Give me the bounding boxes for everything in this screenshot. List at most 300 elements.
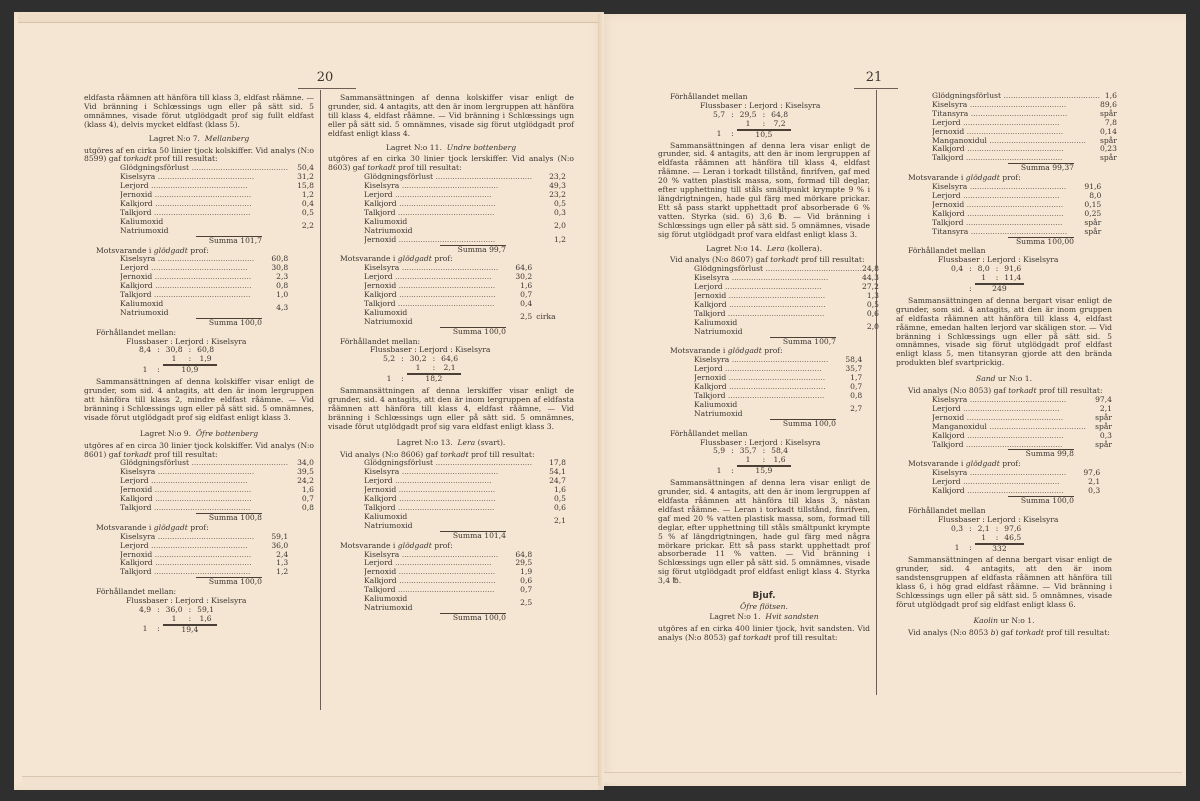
analysis-row: [694, 283, 879, 292]
component-label: Kalkjord ........................................: [120, 559, 252, 568]
component-label: Kaliumoxid Natriumoxid: [364, 217, 413, 235]
analysis-row: [120, 542, 288, 551]
analysis-row: [694, 301, 879, 310]
analysis-table: [84, 459, 314, 512]
component-value: 2,3: [276, 272, 289, 282]
ratio-colon: :: [995, 523, 999, 533]
component-label: Jernoxid ........................................: [364, 235, 496, 244]
analysis-row: [364, 559, 532, 568]
component-value: 1,3: [866, 291, 879, 301]
ratio-lerjord: 29,5: [739, 109, 757, 119]
analysis-row: [120, 504, 314, 513]
analysis-row: [932, 487, 1100, 496]
ratio-simplified-b: 1,6: [768, 456, 791, 466]
ratio-colon: :: [157, 345, 160, 355]
summa-value: Summa 99,37: [1008, 163, 1074, 173]
analysis-row: [364, 459, 566, 468]
component-value: 0,6: [866, 308, 879, 318]
component-value: 44,3: [862, 273, 879, 283]
ratio-block: [96, 329, 314, 376]
summa: [328, 327, 574, 337]
component-label: Jernoxid ........................................: [364, 282, 496, 291]
ratio-simplified-a: 1: [163, 355, 186, 365]
section-heading: Lagret N:o 7. Mellanberg: [148, 133, 250, 143]
ratio-block: [340, 338, 574, 385]
component-label: Kalkjord ........................................: [120, 199, 252, 208]
ratio-colon: :: [760, 456, 769, 466]
analysis-row: [364, 200, 566, 209]
ratio-label: Förhållandet mellan: [670, 92, 748, 101]
analysis-row: [120, 218, 314, 236]
component-label: Lerjord ........................................: [364, 273, 492, 282]
ratio-flussbaser: 5,2: [383, 354, 396, 364]
component-value: 30,8: [271, 263, 289, 273]
analysis-row: [120, 486, 314, 495]
ratio-flussbaser: 5,7: [713, 109, 726, 119]
component-value: spår: [1100, 135, 1117, 145]
seam-subheading: Öfre flötsen.: [740, 602, 788, 612]
ratio-header: Flussbaser : Lerjord : Kiselsyra: [938, 255, 1059, 265]
column-divider-right: [876, 90, 877, 695]
component-label: Lerjord ........................................: [120, 182, 248, 191]
page-number-right: 21: [865, 70, 883, 85]
paragraph: utgöres af en cirka 30 linier tjock lerskiffer. Vid analys (N:o 8603) gaf torkadt prof till resultat:: [328, 154, 574, 173]
summa-value: Summa 100,0: [440, 613, 506, 623]
section-heading: Lagret N:o 13. Lera (svart).: [396, 437, 506, 447]
analysis-row: [932, 201, 1101, 210]
ratio-simplified-b: 2,1: [438, 364, 461, 374]
analysis-row: [932, 228, 1101, 237]
ratio-label: Förhållandet mellan: [908, 505, 986, 515]
component-label: Jernoxid ........................................: [364, 568, 496, 577]
component-value: spår: [1095, 421, 1112, 431]
ratio-final-a: 1: [716, 465, 722, 475]
component-value: spår: [1095, 412, 1112, 422]
analysis-table: [896, 396, 1112, 449]
paragraph: Sammansättningen af denna bergart visar enligt de grunder, sid. 4 antagits, att den är inom sandstensgruppen af eldfasta råämnen att hänföra till klass 6, i hög grad eldfast råämne. — Vid bränning i Schlœssings ugn eller på sätt sid. 5 omnämnes, visade förut utglödgadt prof sig eldfast enligt klass 6.: [896, 555, 1112, 609]
component-label: Kalkjord ........................................: [694, 300, 826, 309]
component-label: Kiselsyra ........................................: [364, 550, 499, 559]
component-label: Talkjord ........................................: [120, 291, 251, 300]
summa-value: Summa 100,00: [1008, 237, 1074, 247]
analysis-row: [932, 414, 1112, 423]
ratio-lerjord: 36,0: [165, 604, 183, 614]
analysis-row: [364, 486, 566, 495]
component-label: Kiselsyra ........................................: [694, 274, 829, 283]
analysis-row: [364, 586, 532, 595]
analysis-table: [84, 533, 314, 578]
analysis-row: [932, 432, 1112, 441]
component-label: Lerjord ........................................: [120, 541, 248, 550]
component-label: Lerjord ........................................: [694, 365, 822, 374]
analysis-table: [328, 551, 574, 613]
component-value: 39,5: [297, 467, 314, 477]
ratio-header: Flussbaser : Lerjord : Kiselsyra: [126, 336, 247, 346]
summa-value: Summa 100,0: [196, 577, 262, 587]
component-label: Manganoxidul ........................................: [932, 422, 1086, 431]
analysis-row: [932, 101, 1117, 110]
component-value: 0,23: [1100, 144, 1117, 154]
component-value: 30,2: [515, 272, 533, 282]
component-label: Kalkjord ........................................: [932, 487, 1064, 496]
analysis-row: [694, 356, 862, 365]
component-label: Kiselsyra ........................................: [364, 182, 499, 191]
ratio-colon: :: [762, 446, 766, 456]
summa: [896, 237, 1112, 247]
analysis-row: [120, 568, 288, 577]
analysis-table: [658, 356, 870, 418]
ratio-flussbaser: 5,9: [713, 446, 726, 456]
component-value: 0,7: [520, 290, 533, 300]
glodgadt-label: Motsvarande i glödgadt prof:: [908, 173, 1021, 183]
component-label: Lerjord ........................................: [364, 191, 492, 200]
component-label: Kalkjord ........................................: [364, 577, 496, 586]
analysis-row: [364, 504, 566, 513]
component-value: 35,7: [845, 364, 863, 374]
ratio-simplified-b: 46,5: [1001, 534, 1024, 544]
analysis-row: [694, 383, 862, 392]
analysis-row: [120, 468, 314, 477]
analysis-row: [932, 128, 1117, 137]
analysis-row: [364, 236, 566, 245]
component-label: Glödgningsförlust ........................................: [694, 265, 863, 274]
component-value: 2,2: [301, 221, 314, 231]
ratio-kiselsyra: 59,1: [197, 604, 215, 614]
ratio-colon: :: [186, 615, 195, 625]
component-value: 0,7: [520, 585, 533, 595]
analysis-row: [694, 310, 879, 319]
component-value: 0,25: [1084, 208, 1102, 218]
ratio-simplified-a: 1: [737, 456, 760, 466]
ratio-colon: :: [969, 523, 972, 533]
page-number-left: 20: [316, 70, 334, 85]
ratio-lerjord: 30,2: [409, 354, 427, 364]
ratio-lerjord: 35,7: [739, 446, 757, 456]
summa-value: Summa 100,8: [196, 513, 262, 523]
component-value: 0,5: [866, 299, 879, 309]
component-label: Jernoxid ........................................: [120, 191, 252, 200]
book-gutter: [598, 14, 604, 786]
summa: [658, 419, 870, 429]
ratio-colon: :: [731, 129, 734, 139]
ratio-kiselsyra: 91,6: [1004, 264, 1022, 274]
analysis-row: [932, 423, 1112, 432]
ratio-kiselsyra: 58,4: [771, 446, 789, 456]
analysis-row: [120, 164, 314, 173]
ratio-label: Förhållandet mellan:: [96, 587, 177, 597]
component-label: Talkjord ........................................: [694, 309, 825, 318]
ratio-final-b: 18,2: [407, 374, 461, 384]
ratio-colon: :: [993, 534, 1002, 544]
component-value: 50,4: [297, 163, 314, 173]
ratio-colon: :: [188, 345, 192, 355]
summa-value: Summa 101,7: [196, 236, 262, 246]
component-value: 1,6: [301, 485, 314, 495]
ratio-simplified-a: 1: [163, 615, 186, 625]
component-label: Kiselsyra ........................................: [120, 173, 255, 182]
component-label: Kiselsyra ........................................: [932, 396, 1067, 404]
component-value: spår: [1100, 108, 1117, 118]
paragraph: Sammansättningen af denna kolskiffer visar enligt de grunder, sid. 4 antagits, att den är inom lergruppen att hänföra till klass 4, eldfast råämne. — Vid bränning i Schlœssings ugn eller på sätt sid. 5 omnämnes, visade sig förut utglödgadt prof eldfast enligt klass 4.: [328, 93, 574, 138]
analysis-row: [120, 173, 314, 182]
ratio-block: [670, 93, 870, 140]
component-value: 97,4: [1095, 395, 1112, 404]
analysis-row: [364, 209, 566, 218]
component-label: Lerjord ........................................: [364, 477, 492, 486]
component-label: Kalkjord ........................................: [932, 209, 1064, 218]
glodgadt-label: Motsvarande i glödgadt prof:: [670, 346, 783, 356]
component-label: Glödgningsförlust ........................................: [120, 164, 289, 173]
summa-value: Summa 99,8: [1008, 449, 1074, 459]
component-value: 91,6: [1084, 182, 1102, 192]
analysis-row: [932, 154, 1117, 163]
ratio-colon: :: [157, 624, 160, 634]
analysis-table: [896, 91, 1117, 163]
component-label: Titansyra ........................................: [932, 109, 1068, 118]
analysis-row: [120, 495, 314, 504]
component-value: 1,6: [1104, 91, 1117, 100]
analysis-row: [364, 477, 566, 486]
analysis-row: [364, 300, 556, 309]
component-value: 24,8: [862, 264, 879, 274]
page-edge-bottom-left: [22, 776, 598, 789]
component-value: 89,6: [1100, 99, 1117, 109]
analysis-row: [120, 182, 314, 191]
analysis-row: [932, 210, 1101, 219]
component-label: Glödgningsförlust ........................................: [364, 459, 533, 468]
analysis-row: [364, 513, 566, 531]
glodgadt-label: Motsvarande i glödgadt prof:: [340, 540, 453, 550]
ratio-kiselsyra: 64,8: [771, 109, 789, 119]
ratio-colon: :: [186, 355, 195, 365]
component-value: 2,7: [850, 404, 863, 414]
component-label: Jernoxid ........................................: [120, 550, 252, 559]
component-value: 0,8: [850, 391, 863, 400]
analysis-row: [364, 577, 532, 586]
ratio-final-b: 15,9: [737, 466, 791, 476]
component-label: Kiselsyra ........................................: [364, 468, 499, 477]
component-label: Kaliumoxid Natriumoxid: [694, 400, 743, 418]
ratio-colon: :: [762, 109, 766, 119]
analysis-row: [932, 405, 1112, 414]
component-value: 2,1: [1088, 477, 1101, 487]
ratio-kiselsyra: 60,8: [197, 345, 215, 355]
component-value: 0,5: [553, 198, 567, 208]
ratio-header: Flussbaser : Lerjord : Kiselsyra: [700, 437, 821, 447]
component-value: 1,6: [520, 281, 533, 291]
ratio-label: Förhållandet mellan:: [96, 327, 177, 337]
right-column-1: [658, 92, 879, 643]
component-value: spår: [1100, 153, 1117, 163]
component-value: 7,8: [1104, 117, 1117, 127]
component-label: Kalkjord ........................................: [694, 383, 826, 392]
component-label: Kiselsyra ........................................: [364, 264, 499, 273]
summa: [84, 577, 314, 587]
analysis-row: [120, 209, 314, 218]
component-value: 64,6: [515, 263, 533, 273]
component-label: Kaliumoxid Natriumoxid: [364, 308, 413, 326]
analysis-row: [120, 255, 288, 264]
ratio-colon: :: [188, 604, 192, 614]
component-value: 0,3: [1088, 486, 1101, 496]
ratio-final-a: 1: [716, 129, 722, 139]
analysis-row: [932, 110, 1117, 119]
component-value: 2,0: [553, 221, 567, 231]
component-value: spår: [1095, 439, 1112, 449]
ratio-block: [670, 430, 870, 477]
component-value: 0,5: [301, 207, 314, 217]
component-label: Kaliumoxid Natriumoxid: [364, 595, 413, 612]
ratio-final-a: 1: [142, 364, 148, 374]
ratio-flussbaser: 8,4: [139, 345, 152, 355]
analysis-row: [120, 559, 288, 568]
analysis-row: [120, 459, 314, 468]
paragraph: Sammansättningen af denna lera visar enligt de grunder, sid. 4 antagits, att den är inom lergruppen af eldfasta råämnen att hänföra till klass 4, eldfast råämne. — Leran i torkadt tillstånd, finrifven, gaf med 20 % vatten plastisk massa, som, formad till deglar, efter upphettning till ståls smältpunkt krympte 9 % i längdrigtningen, hade gul färg med mörkare prickar. Ett så pass starkt upphettadt prof absorberade 6 % vatten. Styrka (sid. 6) 3,6 ℔. — Vid bränning i Schlœssings ugn eller på sätt sid. 5 omnämnes, visade sig förut utglödgadt prof vara eldfast enligt klass 3.: [658, 140, 870, 239]
analysis-row: [120, 273, 288, 282]
component-label: Jernoxid ........................................: [120, 486, 252, 495]
analysis-row: [364, 182, 566, 191]
analysis-row: [364, 595, 532, 613]
analysis-table: [84, 164, 314, 235]
component-value: 1,3: [276, 558, 289, 568]
analysis-row: [694, 319, 879, 337]
analysis-row: [694, 265, 879, 274]
paragraph: Vid analys (N:o 8053 b) gaf torkadt prof till resultat:: [908, 627, 1110, 637]
component-label: Talkjord ........................................: [932, 218, 1063, 227]
analysis-table: [328, 459, 574, 530]
component-label: Glödgningsförlust ........................................: [120, 459, 289, 468]
summa: [84, 318, 314, 328]
ratio-header: Flussbaser : Lerjord : Kiselsyra: [700, 100, 821, 110]
component-value: 0,3: [1099, 430, 1112, 440]
component-value: 0,3: [553, 207, 567, 217]
component-label: Kaliumoxid Natriumoxid: [694, 318, 743, 336]
analysis-row: [364, 191, 566, 200]
component-value: 0,8: [276, 281, 289, 291]
component-label: Jernoxid ........................................: [932, 200, 1064, 209]
ratio-flussbaser: 0,4: [951, 264, 964, 274]
page-edge-bottom-right: [602, 772, 1182, 783]
component-value: 4,3: [276, 303, 289, 313]
ratio-colon: :: [731, 446, 734, 456]
ratio-colon: :: [157, 604, 160, 614]
analysis-row: [364, 218, 566, 236]
component-value: spår: [1084, 226, 1102, 236]
ratio-kiselsyra: 97,6: [1004, 523, 1022, 533]
section-heading: Lagret N:o 14. Lera (kollera).: [706, 243, 822, 253]
component-value: 1,7: [850, 373, 863, 383]
analysis-row: [120, 533, 288, 542]
component-value: 0,15: [1084, 199, 1102, 209]
paragraph: utgöres af en cirka 400 linier tjock, hvit sandsten. Vid analys (N:o 8053) gaf torkadt prof till resultat:: [658, 623, 870, 642]
component-value: 2,1: [553, 516, 567, 526]
locality-heading: Bjuf.: [752, 591, 776, 602]
ratio-colon: :: [969, 543, 972, 552]
component-value: 0,7: [301, 494, 314, 504]
summa-value: Summa 100,0: [440, 327, 506, 337]
ratio-header: Flussbaser : Lerjord : Kiselsyra: [938, 514, 1059, 524]
component-label: Jernoxid ........................................: [694, 292, 826, 301]
ratio-label: Förhållandet mellan: [670, 428, 748, 438]
component-value: 34,0: [297, 458, 314, 468]
analysis-row: [364, 309, 556, 327]
section-heading: Kaolin ur N:o 1.: [973, 615, 1035, 625]
component-value: 59,1: [271, 531, 289, 541]
section-heading: Lagret N:o 1. Hvit sandsten: [709, 611, 819, 621]
component-value: 23,2: [549, 172, 567, 182]
analysis-row: [364, 568, 532, 577]
component-label: Lerjord ........................................: [120, 264, 248, 273]
analysis-row: [120, 477, 314, 486]
ratio-header: Flussbaser : Lerjord : Kiselsyra: [370, 345, 491, 355]
component-value: 36,0: [271, 540, 289, 550]
analysis-row: [364, 173, 566, 182]
analysis-table: [328, 173, 574, 244]
ratio-final-a: 1: [386, 373, 392, 383]
ratio-colon: :: [969, 283, 972, 293]
component-label: Talkjord ........................................: [364, 586, 495, 595]
analysis-row: [120, 551, 288, 560]
paragraph: utgöres af en circa 30 linier tjock kolskiffer. Vid analys (N:o 8601) gaf torkadt prof till resultat:: [84, 440, 314, 459]
page-number-rule-left: [298, 88, 356, 89]
component-value: 1,6: [553, 485, 567, 495]
analysis-row: [120, 282, 288, 291]
ratio-final-b: 332: [975, 544, 1025, 554]
glodgadt-label: Motsvarande i glödgadt prof:: [96, 522, 209, 532]
summa: [328, 613, 574, 623]
ratio-colon: :: [401, 373, 404, 383]
analysis-row: [932, 119, 1117, 128]
ratio-label: Förhållandet mellan:: [340, 336, 421, 346]
component-value: 23,2: [549, 190, 567, 200]
paragraph: Sammansättningen af denna lerskiffer visar enligt de grunder, sid. 4 antagits, att den är inom lergruppen af eldfasta råämnen att hänföra till klass 4, eldfast råämne, — Vid bränning i Schlœssings ugn eller på sätt sid. 5 omnämnes, visade förut utglödgadt prof sig vara eldfast enligt klass 3.: [328, 386, 574, 431]
analysis-table: [896, 469, 1112, 496]
component-label: Talkjord ........................................: [364, 299, 495, 308]
glodgadt-label: Motsvarande i glödgadt prof:: [96, 245, 209, 255]
analysis-row: [694, 374, 862, 383]
analysis-row: [694, 292, 879, 301]
component-label: Kalkjord ........................................: [120, 282, 252, 291]
component-value: 1,2: [301, 190, 314, 200]
component-value: 0,7: [850, 382, 863, 392]
component-value: 2,0: [866, 322, 879, 332]
component-value: 8,0: [1089, 190, 1102, 200]
component-label: Kiselsyra ........................................: [932, 469, 1067, 478]
component-label: Lerjord ........................................: [932, 191, 1060, 200]
component-value: 17,8: [549, 458, 567, 468]
ratio-simplified-a: 1: [975, 534, 993, 544]
summa-value: Summa 100,0: [196, 318, 262, 328]
ratio-final-b: 249: [975, 284, 1025, 294]
component-label: Talkjord ........................................: [364, 208, 495, 217]
component-value: 0,4: [520, 298, 533, 308]
component-label: Kiselsyra ........................................: [694, 356, 829, 365]
component-value: spår: [1084, 217, 1102, 227]
analysis-row: [120, 291, 288, 300]
analysis-row: [932, 469, 1100, 478]
ratio-final-b: 10,5: [737, 130, 791, 140]
ratio-final-a: 1: [142, 624, 148, 634]
section-heading: Lagret N:o 9. Öfre bottenberg: [139, 428, 259, 438]
component-label: Lerjord ........................................: [932, 118, 1060, 127]
component-label: Kalkjord ........................................: [364, 199, 496, 208]
component-label: Kaliumoxid Natriumoxid: [120, 217, 169, 235]
component-value: 2,4: [276, 549, 289, 559]
component-value: 0,4: [301, 198, 314, 208]
component-value: 24,7: [549, 476, 567, 486]
component-value: 54,1: [549, 467, 567, 477]
component-label: Talkjord ........................................: [120, 568, 251, 577]
